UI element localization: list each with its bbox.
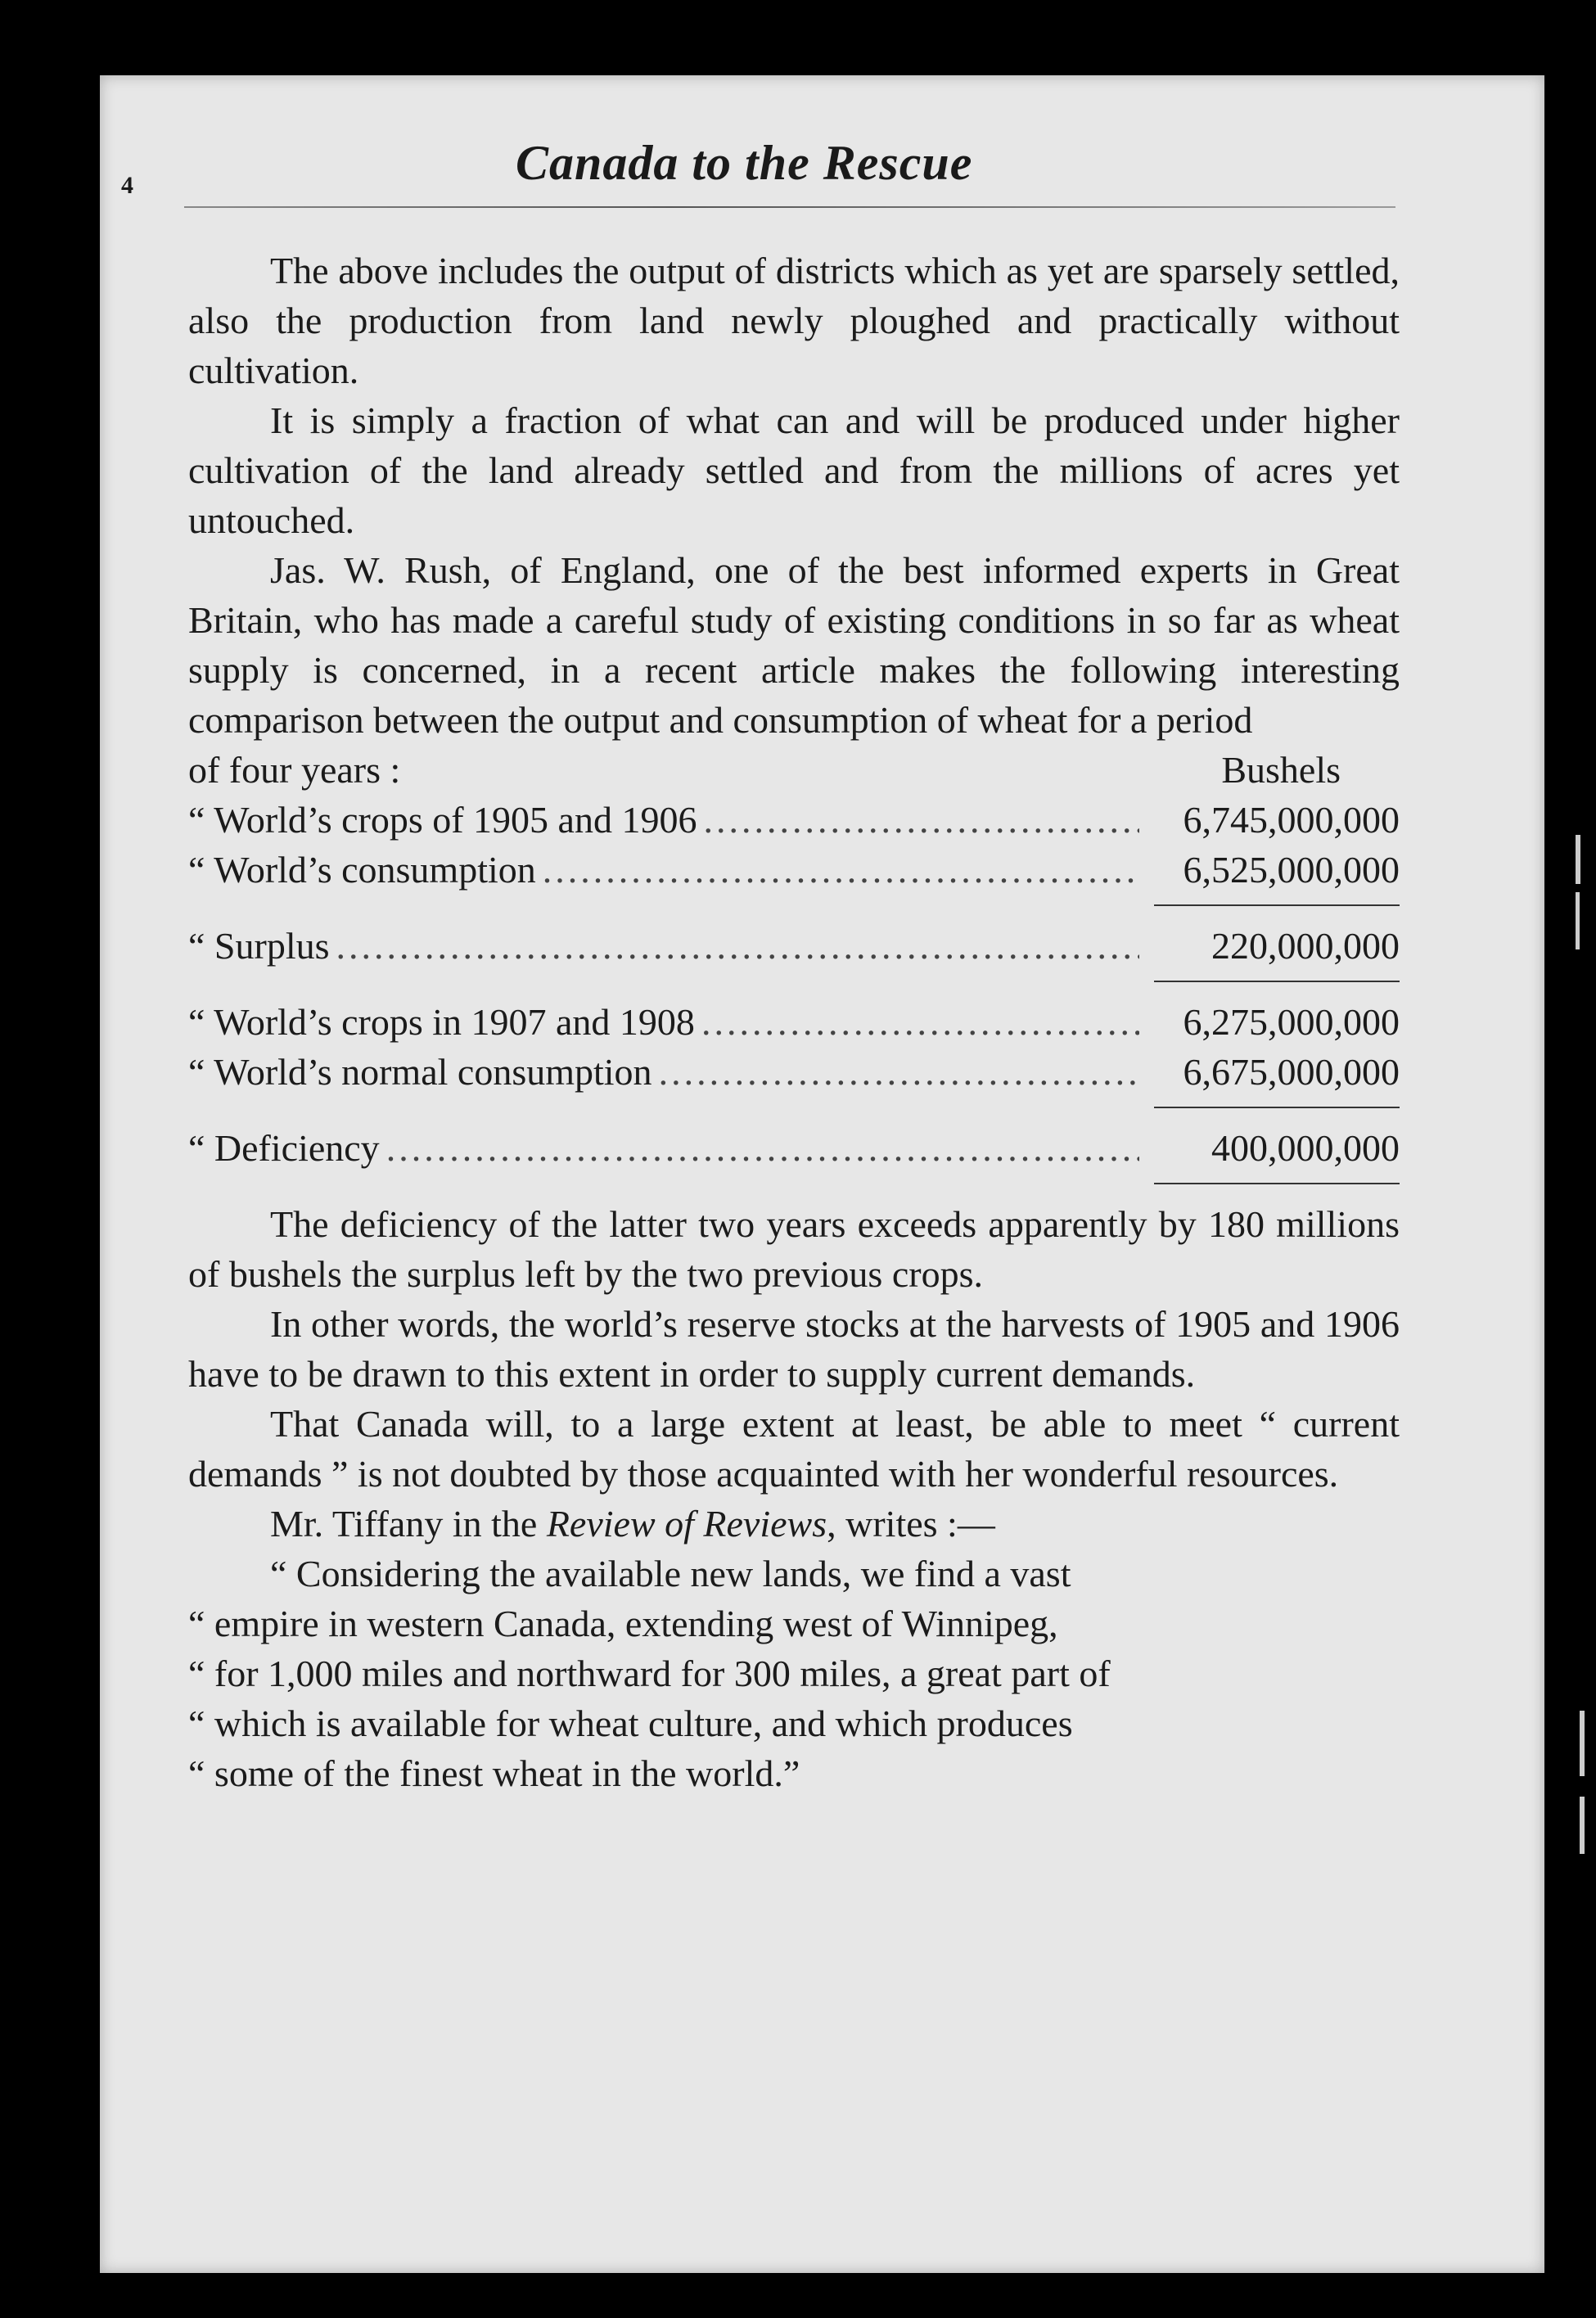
- dot-leader: [659, 1047, 1139, 1097]
- dot-leader: [701, 997, 1139, 1047]
- scan-artifact-mark: [1580, 1797, 1585, 1854]
- paragraph-reserve: In other words, the world’s reserve stocks at the harvests of 1905 and 1906 have to be drawn to this extent in order to supply current demands.: [188, 1303, 1400, 1395]
- page-number: 4: [121, 172, 133, 199]
- tiffany-prefix: Mr. Tiffany in the: [270, 1503, 547, 1545]
- quote-line: “ empire in western Canada, extending west of Winnipeg,: [188, 1603, 1058, 1644]
- table-row-total: [188, 1123, 1400, 1173]
- page-body: [188, 246, 1400, 1798]
- row-amount: 6,745,000,000: [1183, 799, 1400, 841]
- wheat-table: [188, 795, 1400, 1184]
- sum-rule: [1154, 981, 1400, 982]
- row-label: “ World’s consumption: [188, 849, 536, 891]
- sum-rule: [1154, 904, 1400, 906]
- dot-leader: [543, 845, 1139, 895]
- scan-artifact-mark: [1576, 835, 1580, 884]
- row-label: “ World’s crops of 1905 and 1906: [188, 799, 697, 841]
- table-row: [188, 795, 1400, 845]
- paragraph-canada: That Canada will, to a large extent at least, be able to meet “ current demands ” is not doubted by those acquainted with her wonderful resources.: [188, 1403, 1400, 1495]
- row-label: “ World’s crops in 1907 and 1908: [188, 1001, 695, 1043]
- row-amount: 6,675,000,000: [1183, 1051, 1400, 1093]
- row-amount: 6,275,000,000: [1183, 1001, 1400, 1043]
- row-label: “ Surplus: [188, 925, 330, 967]
- paragraph-tiffany: [188, 1499, 1400, 1549]
- dot-leader: [336, 921, 1140, 971]
- table-lead-in: [188, 745, 1400, 795]
- row-amount: 6,525,000,000: [1183, 849, 1400, 891]
- dot-leader: [703, 795, 1139, 845]
- table-lead-text: of four years :: [188, 749, 401, 791]
- paragraph-deficiency: The deficiency of the latter two years exceeds apparently by 180 millions of bushels the surplus left by the two previous crops.: [188, 1203, 1400, 1295]
- paragraph-rush: Jas. W. Rush, of England, one of the best informed experts in Great Britain, who has made a careful study of existing conditions in so far as wheat supply is concerned, in a recent article makes the following interesting comparison between the output and consumption of wheat for a period: [188, 549, 1400, 741]
- table-row: [188, 845, 1400, 895]
- sum-rule: [1154, 1107, 1400, 1108]
- row-label: “ World’s normal consumption: [188, 1051, 652, 1093]
- running-title: Canada to the Rescue: [516, 136, 973, 190]
- publication-title: Review of Reviews: [546, 1503, 827, 1545]
- tiffany-suffix: , writes :—: [827, 1503, 995, 1545]
- paragraph-fraction: It is simply a fraction of what can and will be produced under higher cultivation of the land already settled and from the millions of acres yet untouched.: [188, 399, 1400, 541]
- table-row-total: [188, 921, 1400, 971]
- scan-artifact-mark: [1580, 1711, 1585, 1776]
- row-label: “ Deficiency: [188, 1127, 380, 1169]
- dot-leader: [386, 1123, 1139, 1173]
- row-amount: 220,000,000: [1211, 925, 1400, 967]
- header-rule: [184, 206, 1395, 208]
- table-row: [188, 997, 1400, 1047]
- table-row: [188, 1047, 1400, 1097]
- quote-line: “ which is available for wheat culture, and which produces: [188, 1702, 1073, 1744]
- quote-line: “ some of the finest wheat in the world.”: [188, 1752, 800, 1794]
- tiffany-quote: [188, 1549, 1400, 1798]
- table-unit-header: Bushels: [1221, 749, 1341, 791]
- scan-artifact-mark: [1576, 892, 1580, 949]
- quote-line: “ for 1,000 miles and northward for 300 miles, a great part of: [188, 1653, 1111, 1694]
- paragraph-output: The above includes the output of districts which as yet are sparsely settled, also the production from land newly ploughed and practically without cultivation.: [188, 250, 1400, 391]
- row-amount: 400,000,000: [1211, 1127, 1400, 1169]
- sum-rule: [1154, 1183, 1400, 1184]
- quote-line: “ Considering the available new lands, we find a vast: [270, 1553, 1071, 1594]
